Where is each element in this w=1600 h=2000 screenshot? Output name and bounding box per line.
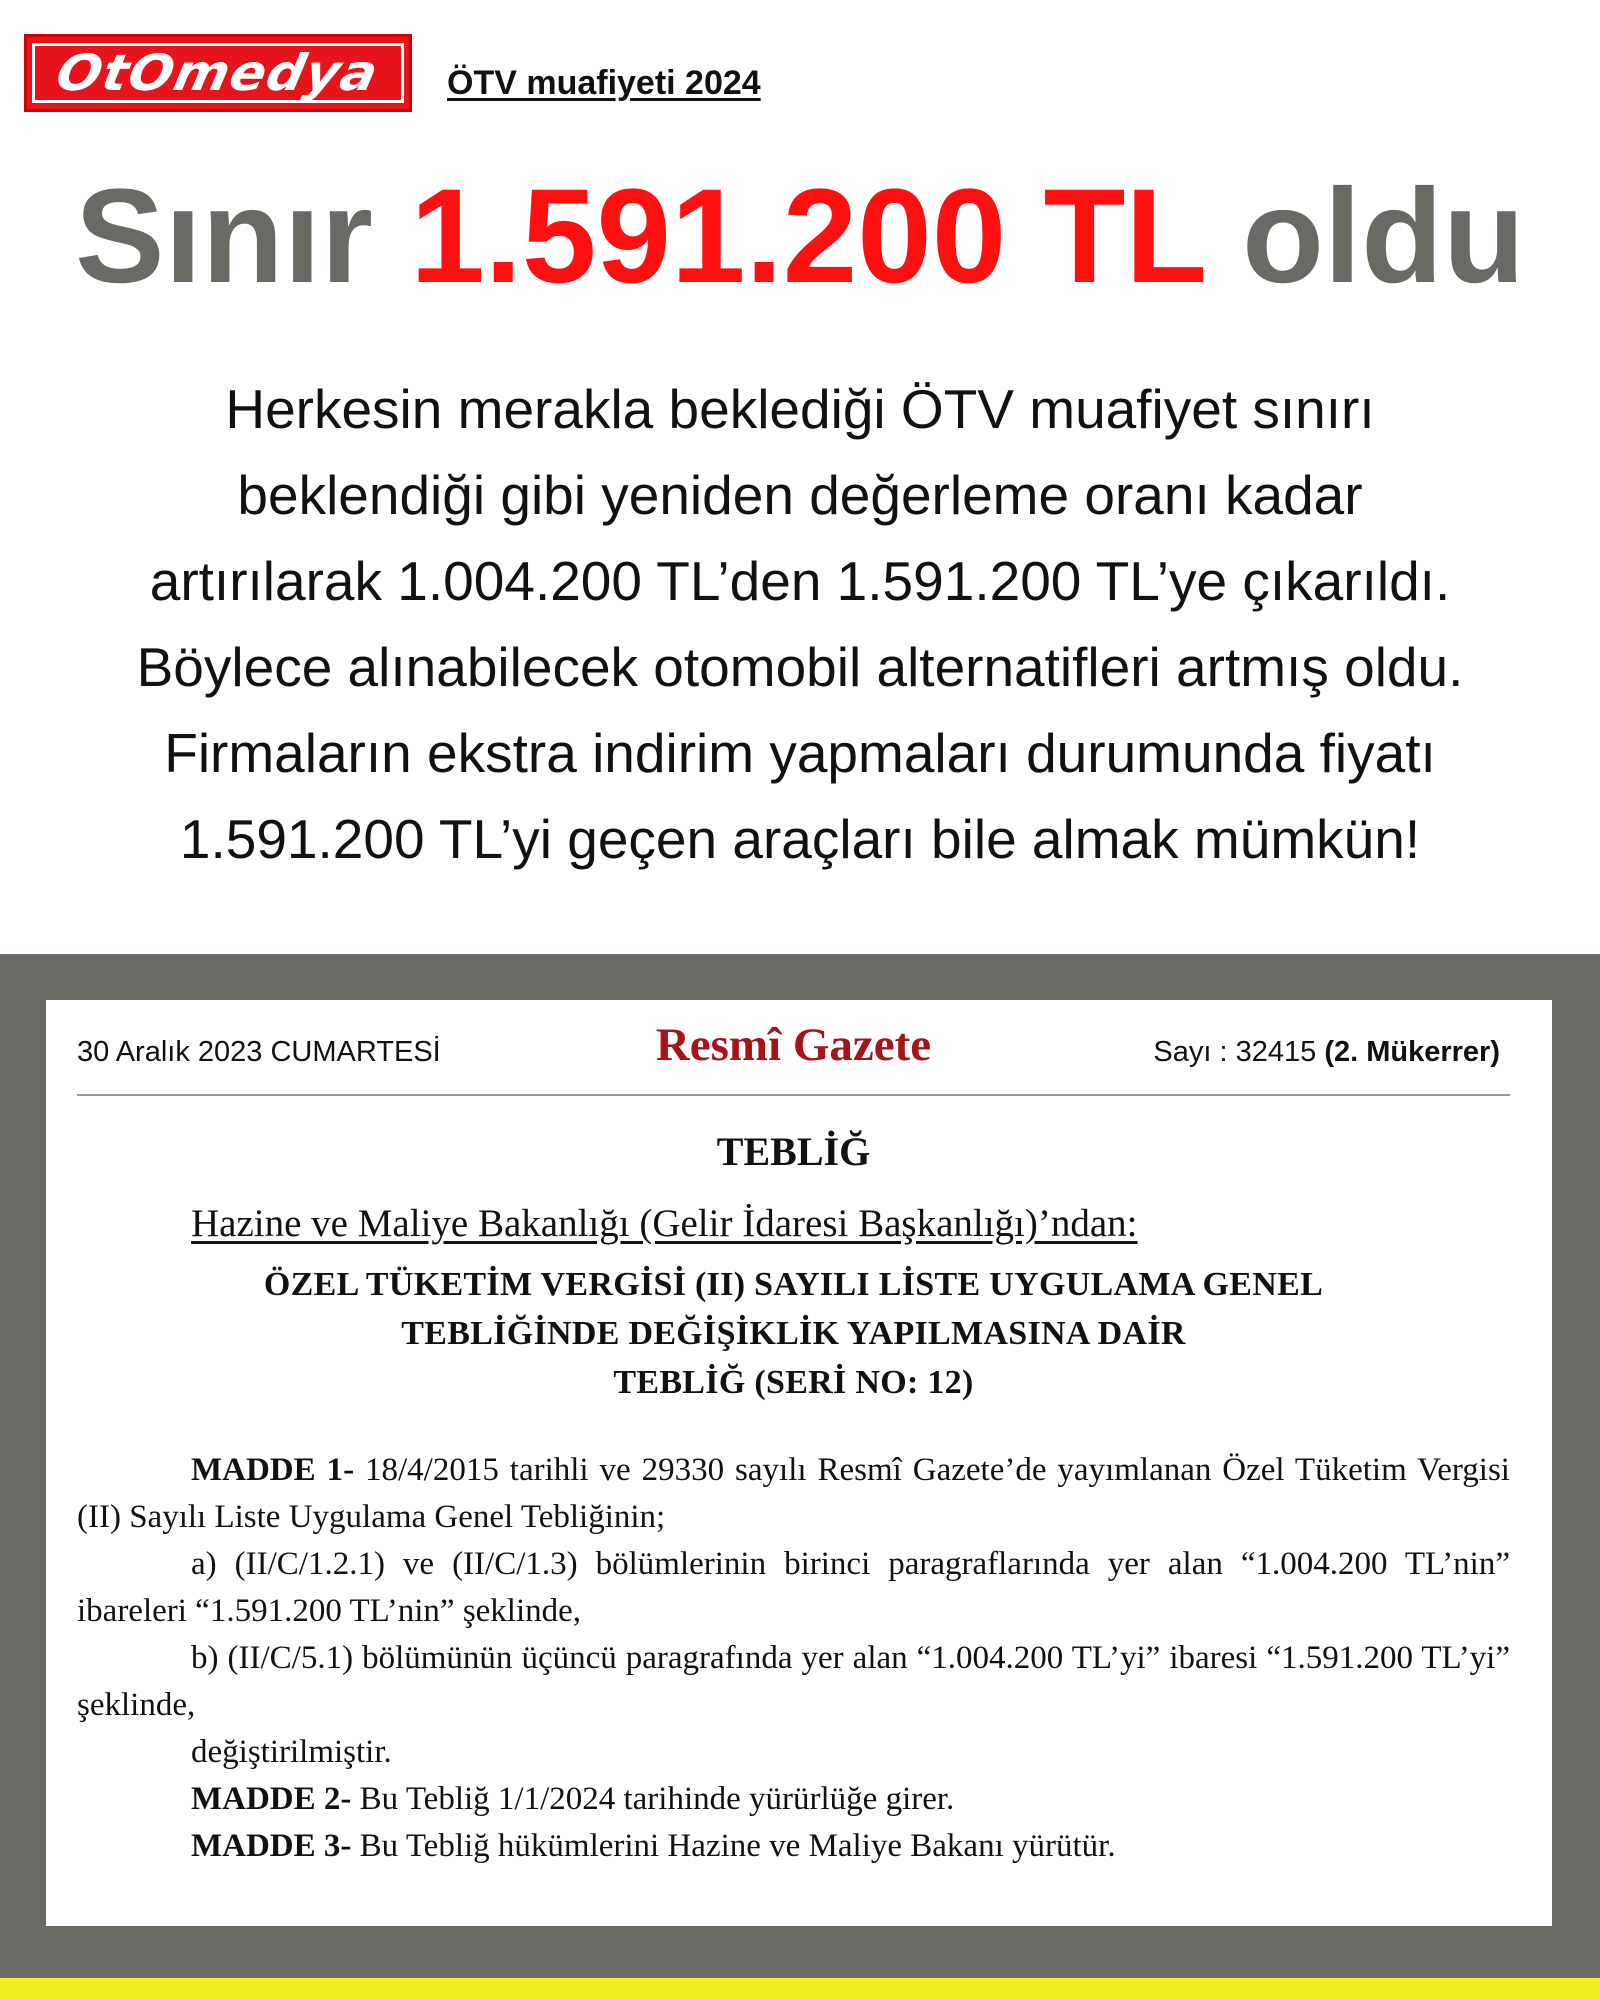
gazette-issue-extra: (2. Mükerrer) [1324, 1036, 1500, 1068]
gazette-issue [1153, 1036, 1500, 1069]
gazette-page [46, 1000, 1552, 1926]
headline-prefix: Sınır [75, 162, 373, 311]
article-1-closing: değiştirilmiştir. [191, 1734, 392, 1770]
article-3 [77, 1823, 1510, 1870]
teblig-body [77, 1447, 1510, 1870]
intro-line: artırılarak 1.004.200 TL’den 1.591.200 TL’ye çıkarıldı. [149, 550, 1451, 612]
tagline: ÖTV muafiyeti 2024 [447, 64, 761, 102]
headline-suffix: oldu [1242, 162, 1525, 311]
intro-line: Böylece alınabilecek otomobil alternatifleri artmış oldu. [136, 636, 1464, 698]
headline [0, 160, 1600, 314]
teblig-subject [77, 1260, 1510, 1407]
section-title: TEBLİĞ [716, 1129, 871, 1174]
article-1-item-b: b) (II/C/5.1) bölümünün üçüncü paragrafında yer alan “1.004.200 TL’yi” ibaresi “1.591.200 TL’yi” şeklinde, [77, 1640, 1510, 1723]
brand-logo-frame [32, 43, 404, 103]
article-2-label: MADDE 2- [191, 1781, 352, 1817]
intro-line: beklendiği gibi yeniden değerleme oranı kadar [237, 464, 1363, 526]
article-1 [77, 1447, 1510, 1541]
subject-line: TEBLİĞ (SERİ NO: 12) [613, 1364, 974, 1401]
article-1-label: MADDE 1- [191, 1452, 355, 1488]
gazette-date: 30 Aralık 2023 CUMARTESİ [77, 1036, 441, 1068]
article-2-text: Bu Tebliğ 1/1/2024 tarihinde yürürlüğe girer. [359, 1781, 955, 1817]
intro-line: 1.591.200 TL’yi geçen araçları bile almak mümkün! [179, 808, 1421, 870]
subject-line: ÖZEL TÜKETİM VERGİSİ (II) SAYILI LİSTE UYGULAMA GENEL [263, 1266, 1324, 1303]
intro-line: Firmaların ekstra indirim yapmaları durumunda fiyatı [164, 722, 1436, 784]
headline-amount: 1.591.200 TL [410, 162, 1205, 311]
article-3-label: MADDE 3- [191, 1828, 352, 1864]
intro-paragraph [40, 366, 1560, 882]
brand-logo-text: OtOmedya [51, 44, 385, 102]
brand-logo [24, 34, 412, 112]
article-1-text: 18/4/2015 tarihli ve 29330 sayılı Resmî Gazete’de yayımlanan Özel Tüketim Vergisi (II) Sayılı Liste Uygulama Genel Tebliğinin; [77, 1452, 1510, 1535]
article-3-text: Bu Tebliğ hükümlerini Hazine ve Maliye Bakanı yürütür. [359, 1828, 1116, 1864]
intro-line: Herkesin merakla beklediği ÖTV muafiyet sınırı [225, 378, 1375, 440]
gazette-header [77, 1000, 1510, 1096]
gazette-frame [0, 954, 1600, 1978]
gazette-issue-number: Sayı : 32415 [1153, 1036, 1317, 1068]
subject-line: TEBLİĞİNDE DEĞİŞİKLİK YAPILMASINA DAİR [401, 1315, 1186, 1352]
article-1-item-a: a) (II/C/1.2.1) ve (II/C/1.3) bölümlerinin birinci paragraflarında yer alan “1.004.200 TL’nin” ibareleri “1.591.200 TL’nin” şeklinde, [77, 1546, 1510, 1629]
gazette-title: Resmî Gazete [655, 1019, 932, 1071]
ministry-line: Hazine ve Maliye Bakanlığı (Gelir İdaresi Başkanlığı)’ndan: [191, 1202, 1138, 1245]
article-2 [77, 1776, 1510, 1823]
bottom-accent-strip [0, 1978, 1600, 2000]
